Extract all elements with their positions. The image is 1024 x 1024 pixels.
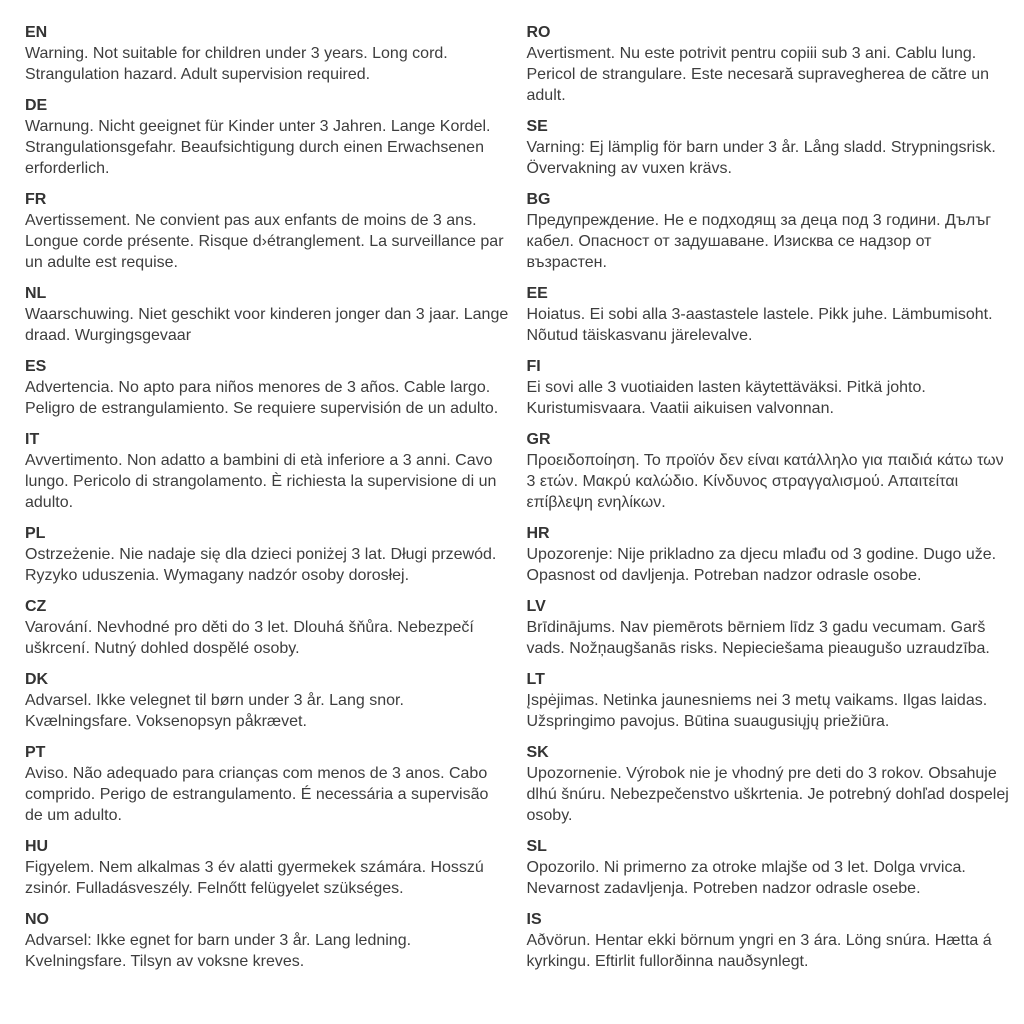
language-section-fi <box>527 356 1011 419</box>
language-section-gr <box>527 429 1011 513</box>
language-code-label: BG <box>526 191 551 208</box>
language-code-label: LT <box>526 671 545 688</box>
warning-text: Varování. Nevhodné pro děti do 3 let. Dlouhá šňůra. Nebezpečí uškrcení. Nutný dohled dospělé osoby. <box>25 619 474 657</box>
language-code-label: RO <box>526 24 551 41</box>
warning-text: Avertissement. Ne convient pas aux enfants de moins de 3 ans. Longue corde présente. Risque d›étranglement. La surveillance par un adulte est requise. <box>25 212 504 271</box>
language-section-dk <box>25 669 509 732</box>
language-section-ro <box>527 22 1011 106</box>
language-code-label: FI <box>526 358 541 375</box>
language-section-bg <box>527 189 1011 273</box>
warning-text: Upozorenje: Nije prikladno za djecu mlađu od 3 godine. Dugo uže. Opasnost od davljenja. Potreban nadzor odrasle osobe. <box>526 546 997 584</box>
warning-text: Brīdinājums. Nav piemērots bērniem līdz 3 gadu vecumam. Garš vads. Nožņaugšanās risks. Nepieciešama pieaugušo uzraudzība. <box>526 619 990 657</box>
warning-text: Advarsel. Ikke velegnet til børn under 3 år. Lang snor. Kvælningsfare. Voksenopsyn påkrævet. <box>25 692 404 730</box>
language-section-se <box>527 116 1011 179</box>
language-section-es <box>25 356 509 419</box>
warning-text: Figyelem. Nem alkalmas 3 év alatti gyermekek számára. Hosszú zsinór. Fulladásveszély. Felnőtt felügyelet szükséges. <box>25 859 484 897</box>
language-code-label: DK <box>25 671 49 688</box>
language-section-is <box>527 909 1011 972</box>
language-code-label: SL <box>526 838 547 855</box>
language-section-sl <box>527 836 1011 899</box>
language-code-label: NO <box>25 911 49 928</box>
warning-text: Upozornenie. Výrobok nie je vhodný pre deti do 3 rokov. Obsahuje dlhú šnúru. Nebezpečenstvo uškrtenia. Je potrebný dohľad dospelej osoby. <box>526 765 1009 824</box>
language-code-label: FR <box>25 191 47 208</box>
warning-text: Warnung. Nicht geeignet für Kinder unter 3 Jahren. Lange Kordel. Strangulationsgefahr. Beaufsichtigung durch einen Erwachsenen erforderlich. <box>25 118 491 177</box>
language-section-pt <box>25 742 509 826</box>
language-section-pl <box>25 523 509 586</box>
warning-text: Aðvörun. Hentar ekki börnum yngri en 3 ára. Löng snúra. Hætta á kyrkingu. Eftirlit fullorðinna nauðsynlegt. <box>526 932 992 970</box>
language-code-label: SK <box>526 744 549 761</box>
language-code-label: DE <box>25 97 48 114</box>
warning-text: Ei sovi alle 3 vuotiaiden lasten käytettäväksi. Pitkä johto. Kuristumisvaara. Vaatii aikuisen valvonnan. <box>526 379 926 417</box>
language-code-label: HR <box>526 525 550 542</box>
warning-text: Hoiatus. Ei sobi alla 3-aastastele lastele. Pikk juhe. Lämbumisoht. Nõutud täiskasvanu järelevalve. <box>526 306 993 344</box>
language-section-lv <box>527 596 1011 659</box>
language-section-nl <box>25 283 509 346</box>
language-code-label: EE <box>526 285 548 302</box>
language-code-label: IS <box>526 911 542 928</box>
language-section-sk <box>527 742 1011 826</box>
warning-text: Avertisment. Nu este potrivit pentru copiii sub 3 ani. Cablu lung. Pericol de strangulare. Este necesară supravegherea de către un adult. <box>526 45 989 104</box>
warning-text: Warning. Not suitable for children under 3 years. Long cord. Strangulation hazard. Adult supervision required. <box>25 45 448 83</box>
warning-text: Προειδοποίηση. Το προϊόν δεν είναι κατάλληλο για παιδιά κάτω των 3 ετών. Μακρύ καλώδιο. Κίνδυνος στραγγαλισμού. Απαιτείται επίβλεψη ενηλίκων. <box>526 452 1004 511</box>
warning-text: Varning: Ej lämplig för barn under 3 år. Lång sladd. Strypningsrisk. Övervakning av vuxen krävs. <box>526 139 996 177</box>
language-section-en <box>25 22 509 85</box>
language-code-label: LV <box>526 598 546 615</box>
language-section-it <box>25 429 509 513</box>
language-code-label: ES <box>25 358 47 375</box>
language-section-ee <box>527 283 1011 346</box>
language-code-label: EN <box>25 24 48 41</box>
warning-text: Avvertimento. Non adatto a bambini di età inferiore a 3 anni. Cavo lungo. Pericolo di strangolamento. È richiesta la supervisione di un adulto. <box>25 452 497 511</box>
language-section-fr <box>25 189 509 273</box>
language-section-no <box>25 909 509 972</box>
language-code-label: PT <box>25 744 46 761</box>
warning-text: Opozorilo. Ni primerno za otroke mlajše od 3 let. Dolga vrvica. Nevarnost zadavljenja. Potreben nadzor odrasle osebe. <box>526 859 966 897</box>
warning-text: Aviso. Não adequado para crianças com menos de 3 anos. Cabo comprido. Perigo de estrangulamento. É necessária a supervisão de um adulto. <box>25 765 489 824</box>
warning-text: Įspėjimas. Netinka jaunesniems nei 3 metų vaikams. Ilgas laidas. Užspringimo pavojus. Būtina suaugusiųjų priežiūra. <box>526 692 988 730</box>
language-section-de <box>25 95 509 179</box>
warning-text: Advarsel: Ikke egnet for barn under 3 år. Lang ledning. Kvelningsfare. Tilsyn av voksne kreves. <box>25 932 412 970</box>
warning-column-right <box>527 22 1011 1024</box>
warning-column-left <box>25 22 509 1024</box>
language-code-label: SE <box>526 118 548 135</box>
language-section-hr <box>527 523 1011 586</box>
warning-text: Ostrzeżenie. Nie nadaje się dla dzieci poniżej 3 lat. Długi przewód. Ryzyko uduszenia. Wymagany nadzór osoby dorosłej. <box>25 546 497 584</box>
language-code-label: IT <box>25 431 40 448</box>
warning-text: Advertencia. No apto para niños menores de 3 años. Cable largo. Peligro de estrangulamiento. Se requiere supervisión de un adulto. <box>25 379 499 417</box>
language-code-label: GR <box>526 431 551 448</box>
language-code-label: PL <box>25 525 46 542</box>
warning-text: Waarschuwing. Niet geschikt voor kinderen jonger dan 3 jaar. Lange draad. Wurgingsgevaar <box>25 306 509 344</box>
warning-text: Предупреждение. Не е подходящ за деца под 3 години. Дълъг кабел. Опасност от задушаване. Изисква се надзор от възрастен. <box>526 212 992 271</box>
language-code-label: NL <box>25 285 47 302</box>
language-section-hu <box>25 836 509 899</box>
language-code-label: CZ <box>25 598 47 615</box>
language-section-cz <box>25 596 509 659</box>
language-code-label: HU <box>25 838 49 855</box>
language-section-lt <box>527 669 1011 732</box>
